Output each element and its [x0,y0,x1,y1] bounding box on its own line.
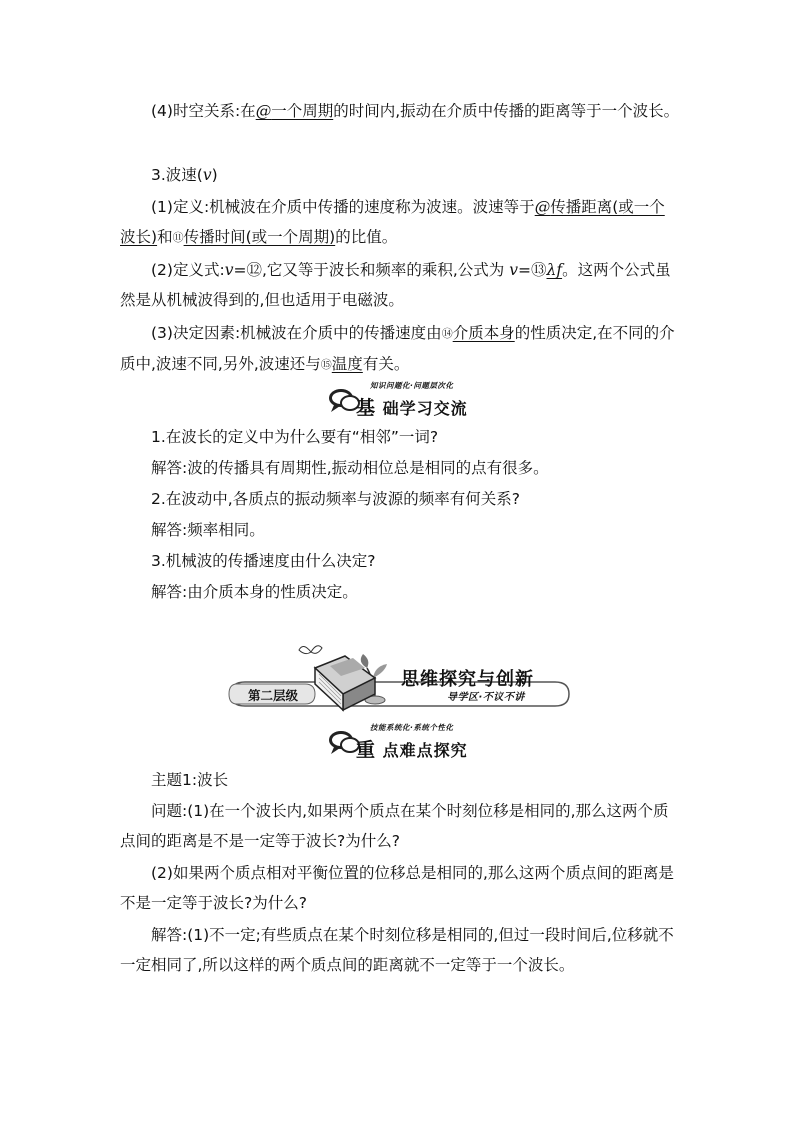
section-subtitle: 技能系统化·系统个性化 [370,723,454,732]
text: 3.波速( [151,166,203,184]
text: 的性质决定,在不同的介质中,波速不同,另外,波速还与 [120,324,675,373]
fill-answer: λf [546,261,563,279]
answer-paragraph: 解答:(1)不一定;有些质点在某个时刻位移是相同的,但过一段时间后,位移就不一定相同了,所以这样的两个质点间的距离就不一定等于一个波长。 [120,926,674,974]
section-title [356,393,468,420]
text: =⑫ [233,261,262,279]
question-paragraph: 问题:(1)在一个波长内,如果两个质点在某个时刻位移是相同的,那么这两个质点间的距离是不是一定等于波长?为什么? [120,802,669,850]
fill-answer: 传播距离(或一个波长) [120,198,665,246]
text: (2)定义式: [151,261,225,279]
question-2: 2.在波动中,各质点的振动频率与波源的频率有何关系? [151,490,520,508]
text: =⑬ [518,261,547,279]
text: ,它又等于波长和频率的乘积,公式为 [261,261,510,279]
answer-marker: @ [255,102,272,120]
section-title [356,735,468,762]
variable: v [509,261,519,279]
section-title-rest: 础学习交流 [382,399,468,418]
text: 和 [157,228,173,246]
answer-3: 解答:由介质本身的性质决定。 [151,583,358,601]
text: ) [211,166,218,184]
section-header-key [328,722,468,760]
fill-answer: 介质本身 [452,324,515,342]
text: 的比值。 [335,228,398,246]
text: (3)决定因素:机械波在介质中的传播速度由 [151,324,442,342]
answer-2: 解答:频率相同。 [151,521,265,539]
question-3: 3.机械波的传播速度由什么决定? [151,552,376,570]
heading-wave-speed [120,160,680,190]
text: (1)定义:机械波在介质中传播的速度称为波速。波速等于 [151,198,535,216]
topic-heading: 主题1:波长 [151,771,229,789]
layer-label: 第二层级 [247,688,298,703]
section-header-basic [328,380,468,418]
banner-subtitle: 导学区·不议不讲 [447,692,525,703]
fill-answer: 一个周期 [271,102,334,120]
variable: v [202,166,212,184]
answer-marker: @ [534,198,551,216]
answer-marker: ⑭ [441,327,453,340]
section-title-first: 基 [356,397,377,419]
paragraph-definition [120,192,680,253]
answer-marker: ⑪ [172,231,184,244]
paragraph-formula [120,255,680,315]
question-1: 1.在波长的定义中为什么要有“相邻”一词? [151,428,439,446]
banner-title: 思维探究与创新 [401,669,534,690]
answer-1: 解答:波的传播具有周期性,振动相位总是相同的点有很多。 [151,459,549,477]
text: 的时间内,振动在介质中传播的距离等于一个波长。 [333,102,680,120]
section-title-rest: 点难点探究 [382,741,468,760]
variable: v [224,261,234,279]
paragraph-time-space [120,96,680,126]
paragraph-factors [120,318,680,380]
fill-answer: 传播时间(或一个周期) [183,228,336,246]
section-subtitle: 知识问题化·问题层次化 [370,381,454,390]
text: (4)时空关系:在 [151,102,256,120]
fill-answer: 温度 [331,355,363,373]
text: 有关。 [362,355,410,373]
question-paragraph-2: (2)如果两个质点相对平衡位置的位移总是相同的,那么这两个质点间的距离是不是一定等于波长?为什么? [120,864,674,912]
layer-banner [225,638,575,720]
answer-marker: ⑮ [320,358,332,371]
section-title-first: 重 [356,739,377,761]
text: 。这两个公式虽然是从机械波得到的,但也适用于电磁波。 [120,261,671,309]
